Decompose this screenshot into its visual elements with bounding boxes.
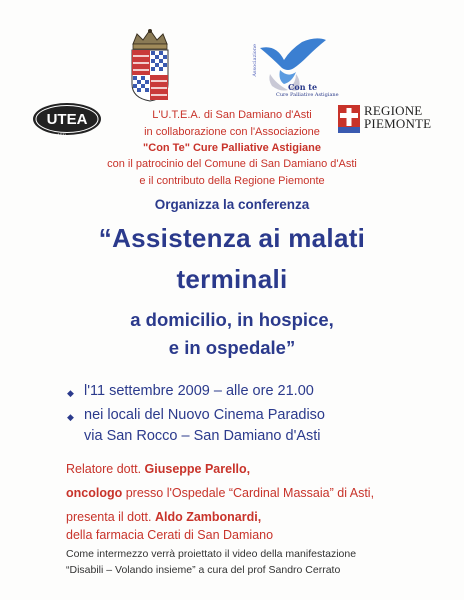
conference-subtitle-line1: a domicilio, in hospice, (130, 309, 334, 330)
regione-line1: REGIONE (364, 103, 423, 118)
presenta-prefix: presenta il dott. (66, 510, 152, 524)
speaker-line3 (66, 510, 261, 524)
header-line2: in collaborazione con l'Associazione (144, 126, 320, 138)
relatore-prefix: Relatore dott. (66, 462, 142, 476)
header-line4: con il patrocinio del Comune di San Damiano d'Asti (107, 158, 357, 170)
conference-title-line1: “Assistenza ai malati (98, 223, 366, 253)
utea-logo-subtext: ASTI (57, 132, 66, 137)
event-venue-line2: via San Rocco – San Damiano d'Asti (84, 428, 321, 444)
header-line5: e il contributo della Regione Piemonte (139, 175, 325, 187)
conference-title-line2: terminali (176, 264, 288, 294)
event-date: l'11 settembre 2009 – alle ore 21.00 (84, 383, 314, 399)
speaker-line1 (66, 462, 250, 476)
relatore-name: Giuseppe Parello, (144, 462, 251, 476)
conference-subtitle-line2: e in ospedale” (168, 337, 296, 358)
bullet-diamond-icon: ◆ (67, 412, 74, 422)
association-subtitle: Cure Palliative Astigiane (276, 92, 339, 98)
organizza-heading: Organizza la conferenza (154, 197, 310, 212)
coat-of-arms-icon (127, 28, 173, 102)
association-name: Con te (288, 82, 318, 92)
speaker-line4: della farmacia Cerati di San Damiano (66, 528, 274, 542)
footer-line1: Come intermezzo verrà proiettato il video della manifestazione (66, 548, 357, 560)
association-vertical-label: Associazione (252, 44, 258, 77)
regione-line2: PIEMONTE (364, 116, 432, 131)
presenta-name: Aldo Zambonardi, (154, 510, 262, 524)
oncologo-rest: presso l'Ospedale “Cardinal Massaia” di Asti, (125, 486, 375, 500)
footer-line2: “Disabili – Volando insieme” a cura del prof Sandro Cerrato (66, 564, 341, 576)
header-line1: L'U.T.E.A. di San Damiano d'Asti (152, 109, 312, 121)
speaker-line2 (66, 486, 374, 500)
event-venue-line1: nei locali del Nuovo Cinema Paradiso (84, 407, 325, 423)
header-line3: "Con Te" Cure Palliative Astigiane (143, 142, 321, 154)
oncologo-label: oncologo (66, 486, 123, 500)
utea-logo-text: UTEA (46, 111, 88, 128)
bullet-diamond-icon: ◆ (67, 388, 74, 398)
